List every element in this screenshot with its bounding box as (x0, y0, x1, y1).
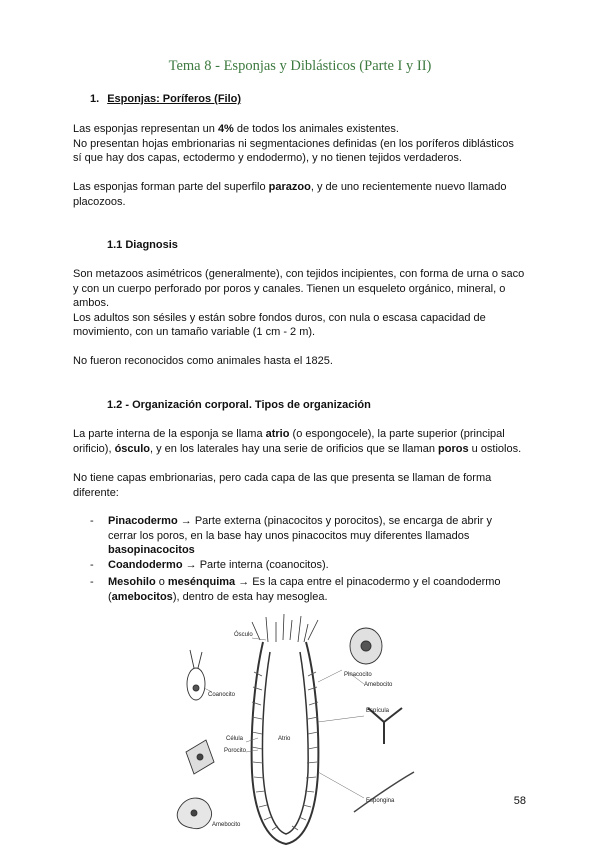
pinacocito-drawing (350, 628, 382, 664)
label-espicula: Espícula (366, 708, 390, 714)
label-amebocito-right: Amebocito (364, 682, 393, 688)
label-atrio: Atrio (278, 736, 291, 742)
label-coanocito: Coanocito (208, 692, 236, 698)
section-heading-esponjas (90, 93, 241, 105)
section-number: 1. (90, 93, 100, 105)
coanocito-drawing (187, 650, 205, 700)
amebocito-bottom-drawing (177, 798, 211, 829)
label-espongina: Espongina (366, 798, 395, 804)
section-title: Esponjas: Poríferos (Filo) (107, 93, 242, 105)
section-heading-organizacion: 1.2 - Organización corporal. Tipos de organización (107, 399, 371, 411)
label-amebocito-bottom: Amebocito (212, 822, 241, 828)
organizacion-paragraph-1: La parte interna de la esponja se llama atrio (o espongocele), la parte superior (principal orificio), ósculo, y en los laterales hay una serie de orificios que se llaman poros u ostiolos. (73, 428, 522, 455)
organizacion-paragraph-2: No tiene capas embrionarias, pero cada capa de las que presenta se llaman de forma diferente: (73, 472, 492, 499)
page-number: 58 (513, 795, 526, 807)
sponge-anatomy-figure (168, 612, 430, 848)
label-osculo: Ósculo (234, 632, 253, 638)
intro-paragraph-2: Las esponjas forman parte del superfilo parazoo, y de uno recientemente nuevo llamado placozoos. (73, 181, 507, 208)
document-page: Tema 8 - Esponjas y Diblásticos (Parte I y II) 1. Esponjas: Poríferos (Filo) Las esponjas representan un 4% de todos los animales existentes. No presentan hojas embrionarias ni segmentaciones definidas (en los poríferos diblásticos sí que hay dos capas, ectodermo y endodermo), y no tienen tejidos verdaderos. Las esponjas forman parte del superfilo parazoo, y de uno recientemente nuevo llamado placozoos. 1.1 Diagnosis Son metazoos asimétricos (generalmente), con tejidos incipientes, con forma de urna o saco y con un cuerpo perforado por poros y canales. Tienen un esqueleto orgánico, mineral, o ambos. Los adultos son sésiles y están sobre fondos duros, con nula o escasa capacidad de movimiento, con un tamaño variable (1 cm - 2 m). No fueron reconocidos como animales hasta el 1825. 1.2 - Organización corporal. Tipos de organización La parte interna de la esponja se llama atrio (o espongocele), la parte superior (principal orificio), ósculo, y en los laterales hay una serie de orificios que se llaman poros u ostiolos. No tiene capas embrionarias, pero cada capa de las que presenta se llaman de forma diferente: - Pinacodermo → Parte externa (pinacocitos y porocitos), se encarga de abrir y cerrar los poros, en la base hay unos pinacocitos muy diferentes llamados basopinacocitos - Coandodermo → Parte interna (coanocitos). - Mesohilo o mesénquima → Es la capa entre el pinacodermo y el coandodermo (amebocitos), dentro de esta hay mesoglea. Ósculo Coanocito Pinacocito Amebocito Espícula Célula Porocito Atrio Espongina Amebocito 58 (0, 0, 600, 848)
document-title: Tema 8 - Esponjas y Diblásticos (Parte I y II) (168, 58, 432, 74)
label-pinacocito: Pinacocito (344, 672, 372, 678)
diagnosis-paragraph-1: Son metazoos asimétricos (generalmente), con tejidos incipientes, con forma de urna o saco y con un cuerpo perforado por poros y canales. Tienen un esqueleto orgánico, mineral, o ambos. Los adultos son sésiles y están sobre fondos duros, con nula o escasa capacidad de movimiento, con un tamaño variable (1 cm - 2 m). (73, 268, 525, 339)
label-porocito: Porocito (224, 748, 247, 754)
espongina-drawing (354, 772, 414, 812)
label-celula: Célula (226, 736, 244, 742)
celula-drawing (186, 740, 214, 774)
diagnosis-paragraph-2: No fueron reconocidos como animales hasta el 1825. (73, 355, 333, 367)
intro-paragraph-1: Las esponjas representan un 4% de todos los animales existentes. No presentan hojas embrionarias ni segmentaciones definidas (en los poríferos diblásticos sí que hay dos capas, ectodermo y endodermo), y no tienen tejidos verdaderos. (73, 123, 514, 165)
section-heading-diagnosis: 1.1 Diagnosis (107, 239, 178, 251)
sponge-body-illustration (252, 614, 319, 844)
